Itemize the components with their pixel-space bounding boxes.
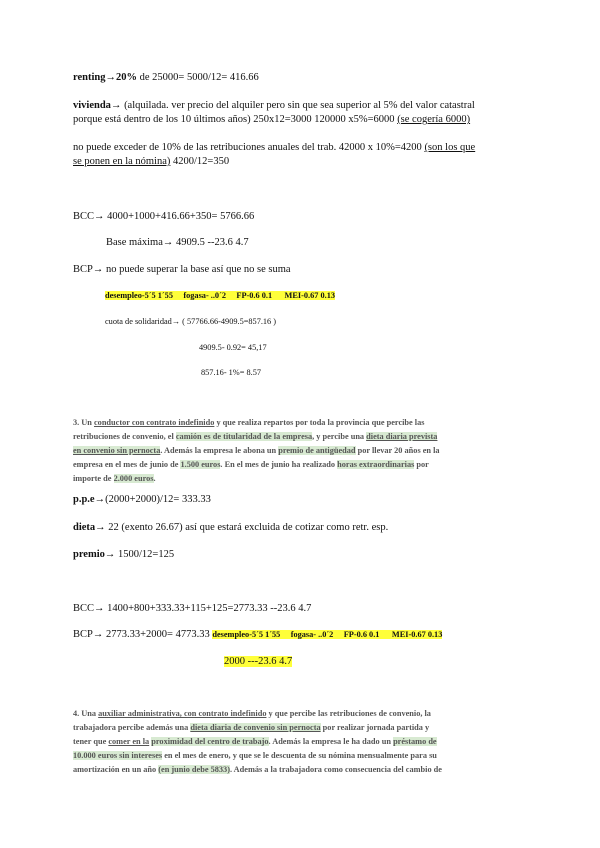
ex3-line-2: retribuciones de convenio, el camión es de titularidad de la empresa, y percibe una dieta diaria prevista [73,432,438,441]
dieta-line: dieta→ 22 (exento 26.67) así que estará excluida de cotizar como retr. esp. [73,522,389,533]
vivienda-note: (se cogería 6000) [397,114,471,125]
ex3-premio: premio de antigüedad [278,446,356,455]
ex4-line-1: 4. Una auxiliar administrativa, con contrato indefinido y que percibe las retribuciones de convenio, la [73,709,431,718]
ex4-10000: 10.000 euros sin intereses [73,751,163,760]
ppe-line: p.p.e→(2000+2000)/12= 333.33 [73,494,211,505]
bcp-line-1: BCP→ no puede superar la base así que no se suma [73,264,291,275]
cuota-solidaridad-line: cuota de solidaridad→ ( 57766.66-4909.5=857.16 ) [105,317,277,326]
line-2000 [224,656,292,667]
ex3-pernocta: en convenio sin pernocta [73,446,161,455]
limite-line-2 [73,156,229,167]
rate-fp: FP-0.6 0.1 [236,291,273,300]
renting-label: renting [73,72,106,83]
ex4-dieta: dieta diaria de convenio sin pernocta [190,723,321,732]
ex3-horas-extra: horas extraordinarias [337,460,415,469]
ex4-auxiliar: auxiliar administrativa, con contrato indefinido [98,709,267,718]
limite-line-1 [73,142,475,153]
limite-text: no puede exceder de 10% de las retribuciones anuales del trab. 42000 x 10%=4200 [73,142,425,153]
rate-desempleo: desempleo-5´5 1´55 [105,291,173,300]
ex3-line-3: en convenio sin pernocta. Además la empresa le abona un premio de antigüedad por llevar 20 años en la [73,446,440,455]
rate-fogasa: fogasa- ..0´2 [183,291,226,300]
renting-arrow: →20% [105,72,137,83]
ppe-label: p.p.e [73,494,95,505]
ex4-proximidad: proximidad del centro de trabajo [151,737,269,746]
vivienda-text: → (alquilada. ver precio del alquiler pero sin que sea superior al 5% del valor catastral [110,100,475,111]
vivienda-calc: porque está dentro de los 10 últimos años) 250x12=3000 120000 x5%=6000 [73,114,398,125]
base-maxima-line: Base máxima→ 4909.5 --23.6 4.7 [106,237,249,248]
bcp-line-2 [73,629,442,640]
ex3-dieta: dieta diaria prevista [366,432,438,441]
dieta-label: dieta [73,522,96,533]
vivienda-line-1 [73,100,475,111]
renting-calc: de 25000= 5000/12= 416.66 [136,72,259,83]
ex4-line-3: tener que comer en la proximidad del centro de trabajo. Además la empresa le ha dado un préstamo de [73,737,437,746]
ex4-line-4: 10.000 euros sin intereses en el mes de enero, y que se le descuenta de su nómina mensualmente para su [73,751,437,760]
bcc-line-2: BCC→ 1400+800+333.33+115+125=2773.33 --23.6 4.7 [73,603,312,614]
calc-line-1: 4909.5- 0.92= 45,17 [199,343,267,352]
renting-line [73,72,259,83]
ex3-line-5: importe de 2.000 euros. [73,474,156,483]
ex3-camion: camión es de titularidad de la empresa [175,432,313,441]
ex4-line-2: trabajadora percibe además una dieta diaria de convenio sin pernocta por realizar jornada partida y [73,723,430,732]
ex3-line-4: empresa en el mes de junio de 1.500 euros. En el mes de junio ha realizado horas extraordinarias por [73,460,429,469]
limite-note-1: (son los que [424,142,476,153]
ex4-junio: (en junio debe 5833) [158,765,230,774]
rates-row-1 [105,291,335,300]
calc-line-2: 857.16- 1%= 8.57 [201,368,261,377]
ex3-2000: 2.000 euros [113,474,154,483]
vivienda-label: vivienda [73,100,111,111]
ex3-line-1: 3. Un conductor con contrato indefinido y que realiza repartos por toda la provincia que percibe las [73,418,425,427]
limite-note-2: se ponen en la nómina) [73,156,171,167]
line-2000-text: 2000 ---23.6 4.7 [224,656,293,667]
premio-line: premio→ 1500/12=125 [73,549,175,560]
ex3-conductor: conductor con contrato indefinido [93,418,215,427]
ex3-1500: 1.500 euros [180,460,221,469]
vivienda-line-2 [73,114,470,125]
rates-row-2: desempleo-5´5 1´55 fogasa- ..0´2 FP-0.6 0.1 MEI-0.67 0.13 [212,630,443,639]
ex4-prestamo: préstamo de [393,737,437,746]
ex4-line-5: amortización en un año (en junio debe 5833). Además a la trabajadora como consecuencia del cambio de [73,765,442,774]
bcc-line-1: BCC→ 4000+1000+416.66+350= 5766.66 [73,211,255,222]
premio-label: premio [73,549,105,560]
rate-mei: MEI-0.67 0.13 [284,291,336,300]
limite-calc: 4200/12=350 [170,156,230,167]
ex4-comer: comer en la [108,737,150,746]
bcp-calc: BCP→ 2773.33+2000= 4773.33 [73,629,213,640]
